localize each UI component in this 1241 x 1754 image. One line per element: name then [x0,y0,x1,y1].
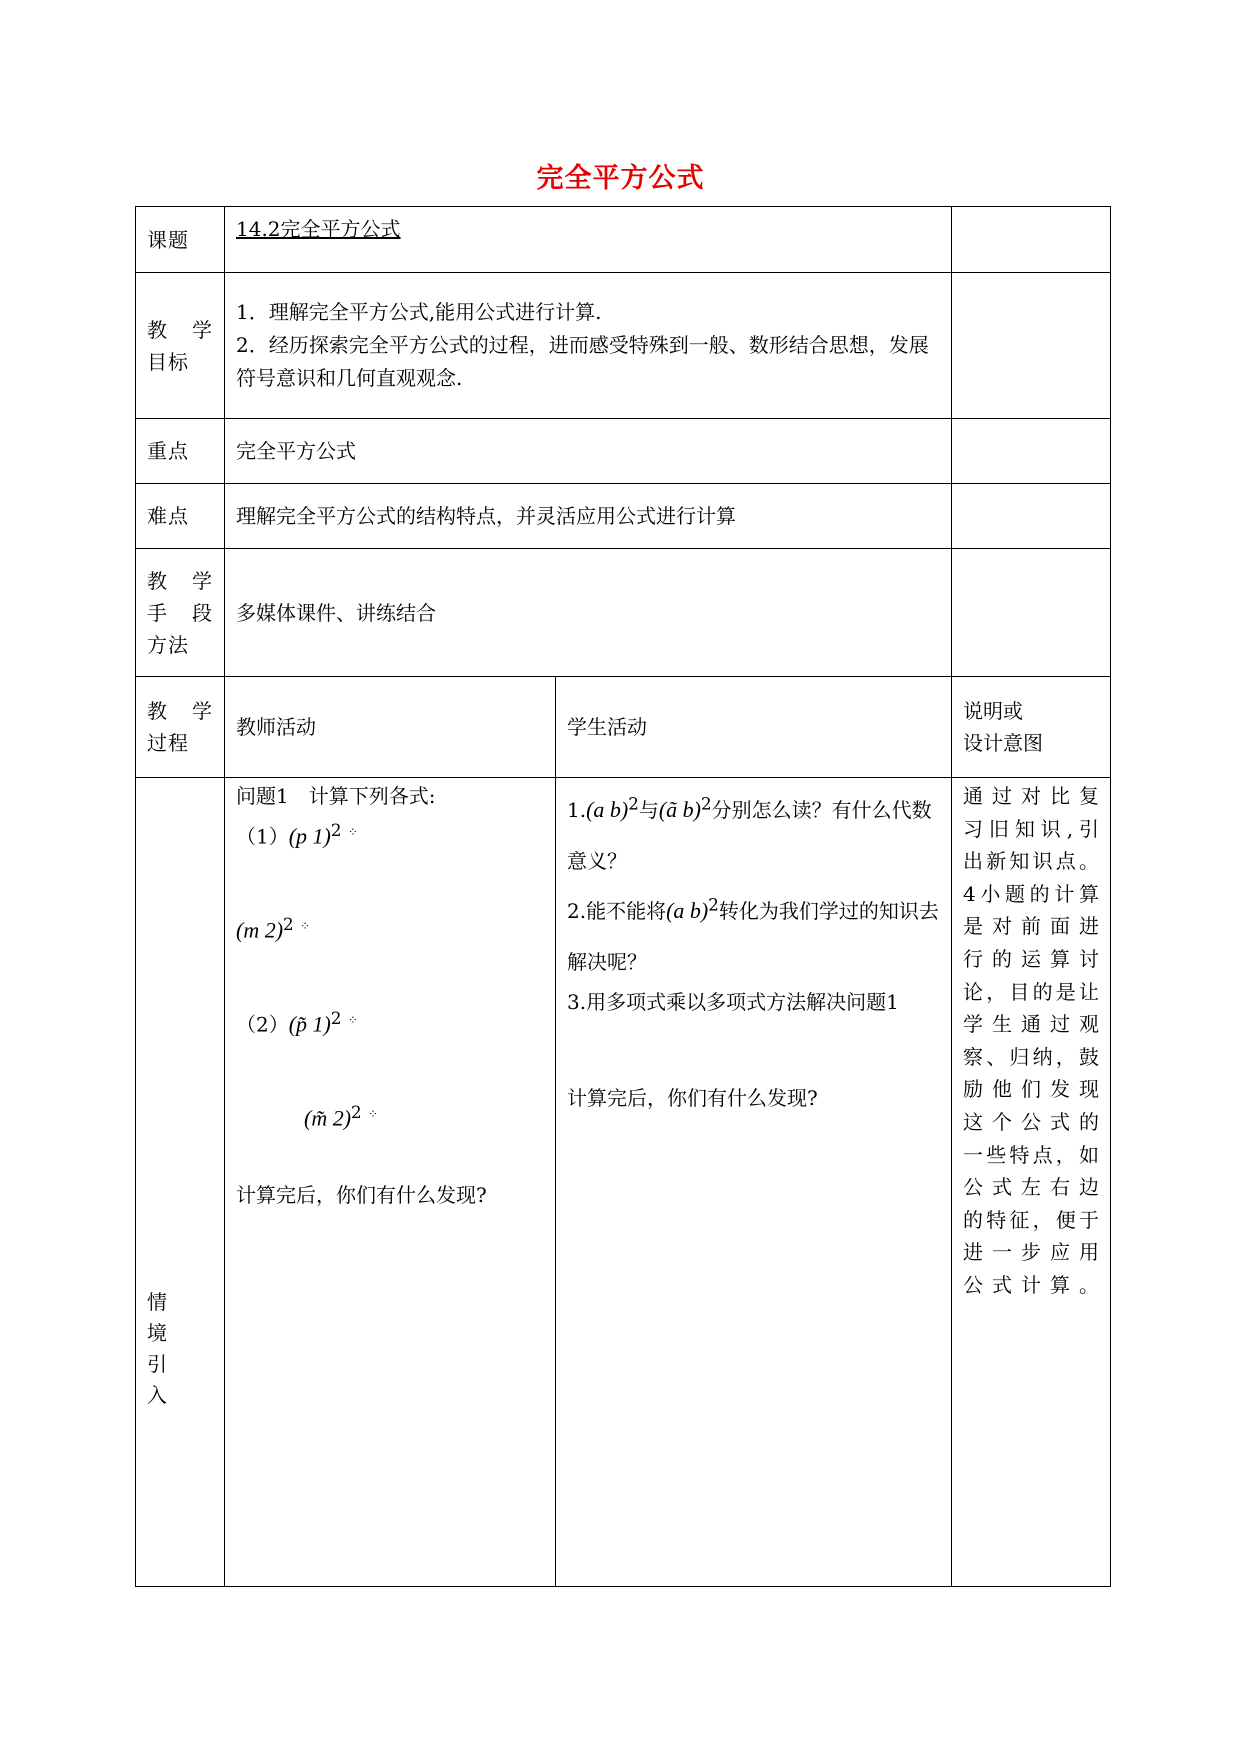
method-value: 多媒体课件、讲练结合 [225,549,952,677]
row-difficulty [136,484,1111,549]
note-header: 说明或 设计意图 [952,677,1111,778]
expression-2: (m 2)$^2$ ⁘ [236,914,311,943]
goal-item-1: 1．理解完全平方公式,能用公式进行计算. [236,300,602,324]
student-question-1: 1.(a b)$^2$与(ã b)$^2$分别怎么读？有什么代数意义？ [567,794,932,873]
topic-value-cell [225,207,952,273]
difficulty-note-cell [952,484,1111,549]
topic-note-cell [952,207,1111,273]
student-question-3: 3.用多项式乘以多项式方法解决问题1 [567,989,899,1014]
topic-value: 14.2完全平方公式 [236,217,401,241]
student-activity-cell [556,778,952,1587]
teacher-closing: 计算完后，你们有什么发现? [236,1183,487,1208]
row-method [136,549,1111,677]
method-note-cell [952,549,1111,677]
key-value: 完全平方公式 [225,419,952,484]
row-process-header [136,677,1111,778]
row-intro [136,778,1111,1587]
teacher-activity-header: 教师活动 [225,677,556,778]
goals-label: 教 学 目标 [136,273,225,419]
goals-note-cell [952,273,1111,419]
intro-note-cell [952,778,1111,1587]
topic-label: 课题 [136,207,225,273]
page-title: 完全平方公式 [536,163,705,194]
intro-label: 情 境 引 入 [136,778,225,1587]
student-activity-header: 学生活动 [556,677,952,778]
goals-content [225,273,952,419]
expression-1: （1）(p 1)$^2$ ⁘ [236,821,358,849]
difficulty-value: 理解完全平方公式的结构特点，并灵活应用公式进行计算 [225,484,952,549]
row-goals [136,273,1111,419]
row-key [136,419,1111,484]
student-closing: 计算完后，你们有什么发现? [567,1085,818,1110]
key-label: 重点 [136,419,225,484]
teacher-activity-cell [225,778,556,1587]
method-label: 教 学 手 段 方法 [136,549,225,677]
expression-4: (m̃ 2)$^2$ ⁘ [304,1102,379,1131]
expression-3: （2）(p̃ 1)$^2$ ⁘ [236,1008,358,1037]
problem-statement: 问题1 计算下列各式: [236,784,436,808]
student-question-2: 2.能不能将(a b)$^2$转化为我们学过的知识去解决呢？ [567,895,939,974]
goal-item-2: 2．经历探索完全平方公式的过程，进而感受特殊到一般、数形结合思想，发展符号意识和几何直观观念. [236,333,929,390]
key-note-cell [952,419,1111,484]
row-topic [136,207,1111,273]
lesson-plan-table [135,206,1111,1587]
intro-note-text: 通过对比复 习旧知识,引 出新知识点。 4小题的计算 是对前面进 行的运算讨 论，目的是让 学生通过观 察、归纳，鼓 励他们发现 这个公式的 一些特点，如 公式左右边 的特征，便于 进一步应用 公式计算。 [963,784,1099,1297]
process-label: 教 学 过程 [136,677,225,778]
difficulty-label: 难点 [136,484,225,549]
